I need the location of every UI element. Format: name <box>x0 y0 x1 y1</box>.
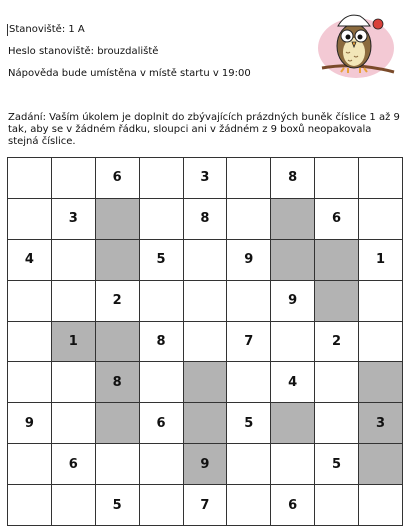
sudoku-cell[interactable] <box>359 362 403 403</box>
sudoku-cell[interactable] <box>183 362 227 403</box>
sudoku-cell[interactable] <box>359 485 403 526</box>
sudoku-cell[interactable]: 6 <box>139 403 183 444</box>
sudoku-cell[interactable] <box>51 362 95 403</box>
sudoku-cell[interactable]: 2 <box>315 321 359 362</box>
sudoku-cell[interactable] <box>8 362 52 403</box>
sudoku-cell[interactable]: 6 <box>315 198 359 239</box>
sudoku-row <box>8 444 403 485</box>
sudoku-cell[interactable] <box>315 485 359 526</box>
sudoku-row <box>8 362 403 403</box>
sudoku-cell[interactable]: 8 <box>95 362 139 403</box>
sudoku-cell[interactable] <box>139 198 183 239</box>
sudoku-cell[interactable] <box>8 444 52 485</box>
sudoku-cell[interactable] <box>315 362 359 403</box>
sudoku-cell[interactable] <box>8 485 52 526</box>
sudoku-cell[interactable]: 9 <box>227 239 271 280</box>
sudoku-cell[interactable] <box>51 485 95 526</box>
sudoku-cell[interactable] <box>271 403 315 444</box>
sudoku-cell[interactable] <box>8 321 52 362</box>
sudoku-cell[interactable]: 6 <box>271 485 315 526</box>
sudoku-cell[interactable]: 9 <box>8 403 52 444</box>
sudoku-cell[interactable]: 8 <box>139 321 183 362</box>
sudoku-cell[interactable] <box>95 444 139 485</box>
sudoku-cell[interactable] <box>139 158 183 199</box>
sudoku-cell[interactable] <box>227 444 271 485</box>
sudoku-cell[interactable]: 8 <box>271 158 315 199</box>
sudoku-cell[interactable]: 5 <box>315 444 359 485</box>
sudoku-cell[interactable] <box>139 444 183 485</box>
sudoku-cell[interactable]: 3 <box>183 158 227 199</box>
sudoku-cell[interactable] <box>51 403 95 444</box>
sudoku-cell[interactable] <box>227 362 271 403</box>
sudoku-cell[interactable] <box>8 280 52 321</box>
sudoku-cell[interactable]: 8 <box>183 198 227 239</box>
sudoku-cell[interactable] <box>359 321 403 362</box>
station-label: Stanoviště: 1 A <box>9 24 85 35</box>
sudoku-cell[interactable] <box>95 239 139 280</box>
sudoku-row <box>8 321 403 362</box>
sudoku-cell[interactable] <box>227 485 271 526</box>
sudoku-cell[interactable]: 7 <box>227 321 271 362</box>
sudoku-cell[interactable] <box>183 403 227 444</box>
sudoku-cell[interactable] <box>315 403 359 444</box>
sudoku-row <box>8 158 403 199</box>
sudoku-cell[interactable] <box>271 321 315 362</box>
sudoku-cell[interactable] <box>139 485 183 526</box>
sudoku-cell[interactable]: 5 <box>95 485 139 526</box>
sudoku-cell[interactable] <box>139 280 183 321</box>
sudoku-cell[interactable] <box>95 403 139 444</box>
sudoku-cell[interactable] <box>183 239 227 280</box>
sudoku-cell[interactable] <box>183 280 227 321</box>
owl-illustration <box>316 10 398 80</box>
sudoku-cell[interactable] <box>227 198 271 239</box>
hint-note: Nápověda bude umístěna v místě startu v 19:00 <box>8 68 251 79</box>
sudoku-cell[interactable]: 6 <box>51 444 95 485</box>
sudoku-row <box>8 403 403 444</box>
sudoku-cell[interactable]: 4 <box>8 239 52 280</box>
sudoku-cell[interactable] <box>359 444 403 485</box>
sudoku-cell[interactable] <box>8 158 52 199</box>
sudoku-cell[interactable] <box>51 280 95 321</box>
sudoku-cell[interactable] <box>271 444 315 485</box>
sudoku-cell[interactable] <box>315 239 359 280</box>
sudoku-cell[interactable] <box>8 198 52 239</box>
sudoku-cell[interactable]: 6 <box>95 158 139 199</box>
sudoku-cell[interactable]: 9 <box>271 280 315 321</box>
sudoku-cell[interactable] <box>139 362 183 403</box>
sudoku-cell[interactable] <box>51 239 95 280</box>
sudoku-cell[interactable]: 1 <box>51 321 95 362</box>
sudoku-cell[interactable]: 9 <box>183 444 227 485</box>
sudoku-cell[interactable]: 4 <box>271 362 315 403</box>
sudoku-cell[interactable] <box>359 158 403 199</box>
sudoku-cell[interactable] <box>183 321 227 362</box>
sudoku-cell[interactable]: 1 <box>359 239 403 280</box>
sudoku-cell[interactable] <box>315 280 359 321</box>
sudoku-cell[interactable] <box>227 158 271 199</box>
sudoku-cell[interactable]: 2 <box>95 280 139 321</box>
sudoku-cell[interactable]: 3 <box>51 198 95 239</box>
sudoku-cell[interactable] <box>227 280 271 321</box>
sudoku-cell[interactable]: 5 <box>227 403 271 444</box>
sudoku-grid <box>7 157 403 526</box>
sudoku-cell[interactable] <box>359 280 403 321</box>
sudoku-cell[interactable] <box>271 198 315 239</box>
sudoku-cell[interactable] <box>315 158 359 199</box>
station-password: Heslo stanoviště: brouzdaliště <box>8 46 159 57</box>
sudoku-cell[interactable] <box>51 158 95 199</box>
sudoku-row <box>8 485 403 526</box>
sudoku-cell[interactable] <box>95 198 139 239</box>
sudoku-cell[interactable] <box>271 239 315 280</box>
sudoku-row <box>8 239 403 280</box>
sudoku-row <box>8 280 403 321</box>
sudoku-cell[interactable] <box>359 198 403 239</box>
sudoku-cell[interactable] <box>95 321 139 362</box>
sudoku-cell[interactable]: 5 <box>139 239 183 280</box>
sudoku-cell[interactable]: 3 <box>359 403 403 444</box>
sudoku-cell[interactable]: 7 <box>183 485 227 526</box>
sudoku-row <box>8 198 403 239</box>
task-instructions: Zadání: Vaším úkolem je doplnit do zbývajících prázdných buněk číslice 1 až 9 tak, aby se v žádném řádku, sloupci ani v žádném z 9 boxů neopakovala stejná číslice. <box>8 112 400 147</box>
